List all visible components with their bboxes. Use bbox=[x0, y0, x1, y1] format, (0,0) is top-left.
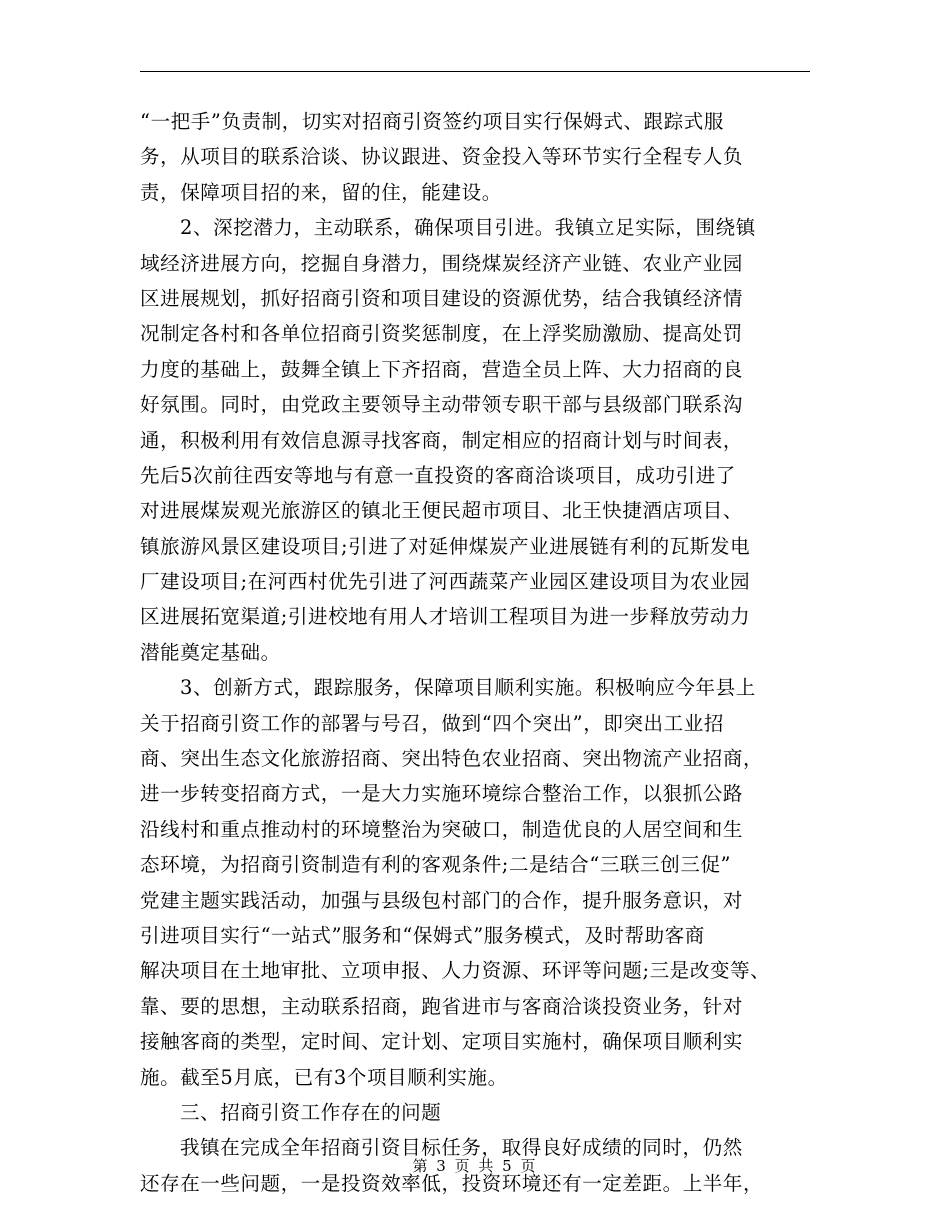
text-line: “一把手”负责制，切实对招商引资签约项目实行保姆式、跟踪式服 bbox=[140, 110, 724, 133]
text-line: 况制定各村和各单位招商引资奖惩制度，在上浮奖励激励、提高处罚 bbox=[140, 322, 744, 346]
text-line: 域经济进展方向，挖掘自身潜力，围绕煤炭经济产业链、农业产业园 bbox=[140, 251, 744, 275]
text-line: 厂建设项目;在河西村优先引进了河西蔬菜产业园区建设项目为农业园 bbox=[140, 570, 751, 594]
text-line: 关于招商引资工作的部署与号召，做到“四个突出”，即突出工业招 bbox=[140, 711, 724, 735]
text-line: 3、创新方式，跟踪服务，保障项目顺利实施。积极响应今年县上 bbox=[180, 676, 756, 700]
text-line: 区进展拓宽渠道;引进校地有用人才培训工程项目为进一步释放劳动力 bbox=[140, 605, 751, 629]
text-line: 靠、要的思想，主动联系招商，跑省进市与客商洽谈投资业务，针对 bbox=[140, 994, 744, 1018]
text-line: 进一步转变招商方式，一是大力实施环境综合整治工作，以狠抓公路 bbox=[140, 782, 744, 806]
text-line: 三、招商引资工作存在的问题 bbox=[180, 1100, 442, 1124]
page-number: 第 3 页 共 5 页 bbox=[412, 1157, 538, 1175]
text-line: 区进展规划，抓好招商引资和项目建设的资源优势，结合我镇经济情 bbox=[140, 286, 744, 310]
text-line: 务，从项目的联系洽谈、协议跟进、资金投入等环节实行全程专人负 bbox=[140, 145, 744, 169]
document-body bbox=[140, 104, 820, 1201]
text-line: 引进项目实行“一站式”服务和“保姆式”服务模式，及时帮助客商 bbox=[140, 923, 705, 947]
text-line: 党建主题实践活动，加强与县级包村部门的合作，提升服务意识，对 bbox=[140, 888, 744, 912]
text-line: 商、突出生态文化旅游招商、突出特色农业招商、突出物流产业招商， bbox=[140, 747, 764, 771]
text-line: 力度的基础上，鼓舞全镇上下齐招商，营造全员上阵、大力招商的良 bbox=[140, 357, 744, 381]
header-rule bbox=[140, 71, 810, 72]
text-line: 接触客商的类型，定时间、定计划、定项目实施村，确保项目顺利实 bbox=[140, 1030, 744, 1054]
text-line: 还存在一些问题，一是投资效率低，投资环境还有一定差距。上半年， bbox=[140, 1171, 764, 1195]
text-line: 对进展煤炭观光旅游区的镇北王便民超市项目、北王快捷酒店项目、 bbox=[140, 499, 744, 523]
text-line: 先后5次前往西安等地与有意一直投资的客商洽谈项目，成功引进了 bbox=[140, 463, 736, 487]
text-line: 我镇在完成全年招商引资目标任务，取得良好成绩的同时，仍然 bbox=[180, 1136, 743, 1160]
text-line: 态环境，为招商引资制造有利的客观条件;二是结合“三联三创三促” bbox=[140, 853, 732, 877]
text-line: 2、深挖潜力，主动联系，确保项目引进。我镇立足实际，围绕镇 bbox=[180, 216, 756, 240]
text-line: 镇旅游风景区建设项目;引进了对延伸煤炭产业进展链有利的瓦斯发电 bbox=[140, 534, 751, 558]
text-line: 通，积极利用有效信息源寻找客商，制定相应的招商计划与时间表， bbox=[140, 428, 744, 452]
text-line: 责，保障项目招的来，留的住，能建设。 bbox=[140, 180, 502, 204]
text-line: 解决项目在土地审批、立项申报、人力资源、环评等问题;三是改变等、 bbox=[140, 959, 771, 983]
text-line: 施。截至5月底，已有3个项目顺利实施。 bbox=[140, 1065, 508, 1089]
text-line: 沿线村和重点推动村的环境整治为突破口，制造优良的人居空间和生 bbox=[140, 817, 744, 841]
text-line: 好氛围。同时，由党政主要领导主动带领专职干部与县级部门联系沟 bbox=[140, 393, 744, 417]
text-line: 潜能奠定基础。 bbox=[140, 640, 281, 664]
